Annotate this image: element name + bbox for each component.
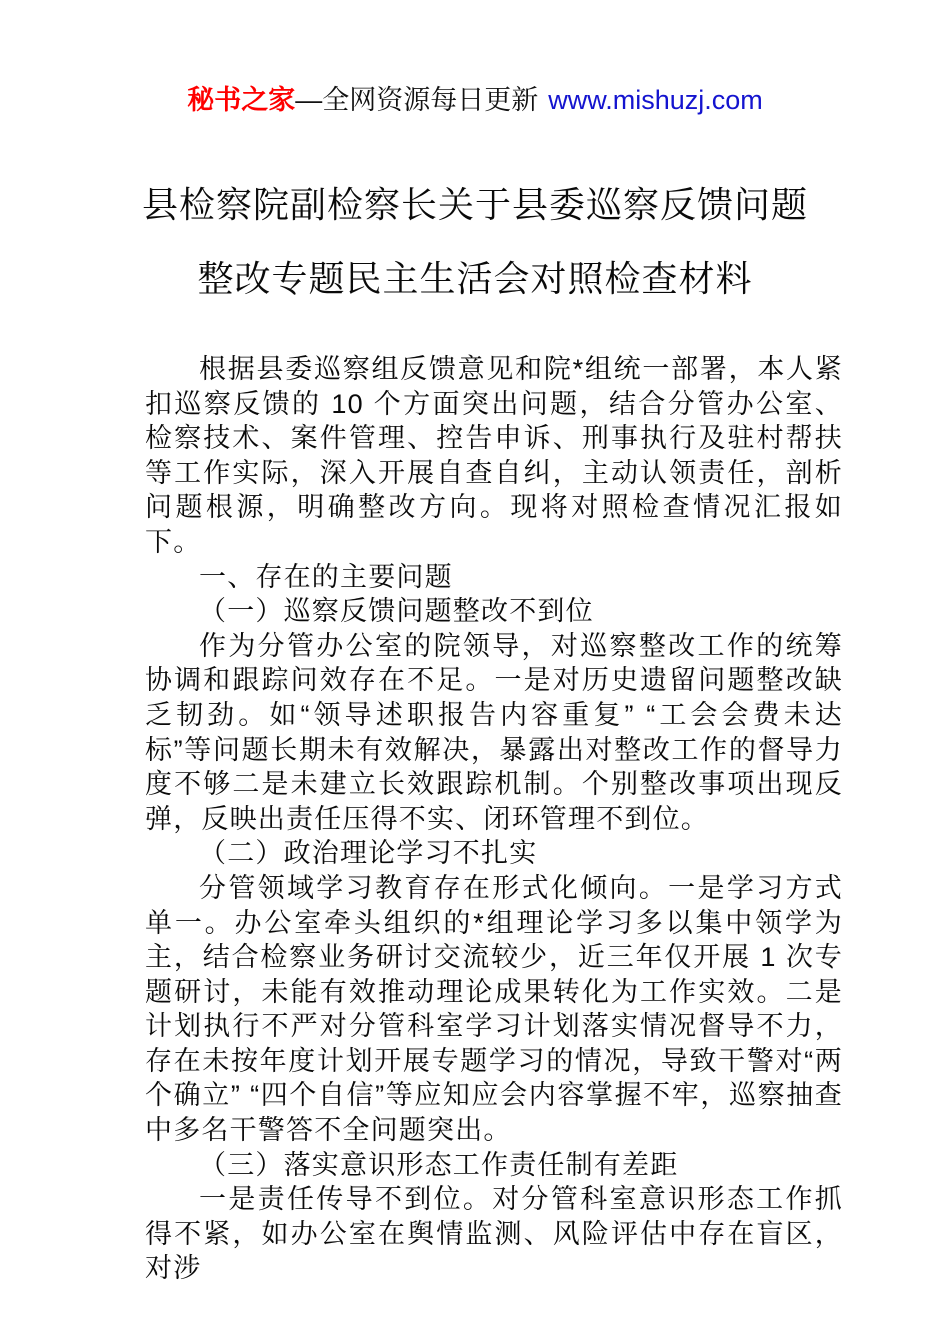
body-paragraph: 一是责任传导不到位。对分管科室意识形态工作抓得不紧，如办公室在舆情监测、风险评估中存在盲区，对涉: [145, 1184, 843, 1284]
body-paragraph: 根据县委巡察组反馈意见和院*组统一部署，本人紧扣巡察反馈的 10 个方面突出问题，结合分管办公室、检察技术、案件管理、控告申诉、刑事执行及驻村帮扶等工作实际，深入开展自查自纠，主动认领责任，剖析问题根源，明确整改方向。现将对照检查情况汇报如下。: [145, 354, 843, 557]
section-heading: （二）政治理论学习不扎实: [199, 838, 538, 869]
document-body: [145, 352, 843, 1286]
section-heading: （一）巡察反馈问题整改不到位: [199, 596, 594, 627]
site-url-link[interactable]: www.mishuzj.com: [548, 85, 763, 115]
section-heading: （三）落实意识形态工作责任制有差距: [199, 1149, 679, 1180]
body-paragraph: 作为分管办公室的院领导，对巡察整改工作的统筹协调和跟踪问效存在不足。一是对历史遗留问题整改缺乏韧劲。如“领导述职报告内容重复” “工会会费未达标”等问题长期未有效解决，暴露出对整改工作的督导力度不够二是未建立长效跟踪机制。个别整改事项出现反弹，反映出责任压得不实、闭环管理不到位。: [145, 630, 843, 834]
title-line-2: 整改专题民主生活会对照检查材料: [197, 258, 753, 299]
site-header: [0, 0, 950, 116]
title-line-1: 县检察院副检察长关于县委巡察反馈问题: [141, 184, 808, 225]
site-brand: 秘书之家: [187, 85, 296, 115]
body-paragraph: 分管领域学习教育存在形式化倾向。一是学习方式单一。办公室牵头组织的*组理论学习多以集中领学为主，结合检察业务研讨交流较少，近三年仅开展 1 次专题研讨，未能有效推动理论成果转化为工作实效。二是计划执行不严对分管科室学习计划落实情况督导不力，存在未按年度计划开展专题学习的情况，导致干警对“两个确立” “四个自信”等应知应会内容掌握不牢，巡察抽查中多名干警答不全问题突出。: [145, 872, 843, 1146]
header-tagline: 全网资源每日更新: [322, 85, 539, 115]
header-dash: —: [295, 85, 323, 115]
document-title: [0, 168, 950, 316]
section-heading: 一、存在的主要问题: [199, 561, 453, 592]
